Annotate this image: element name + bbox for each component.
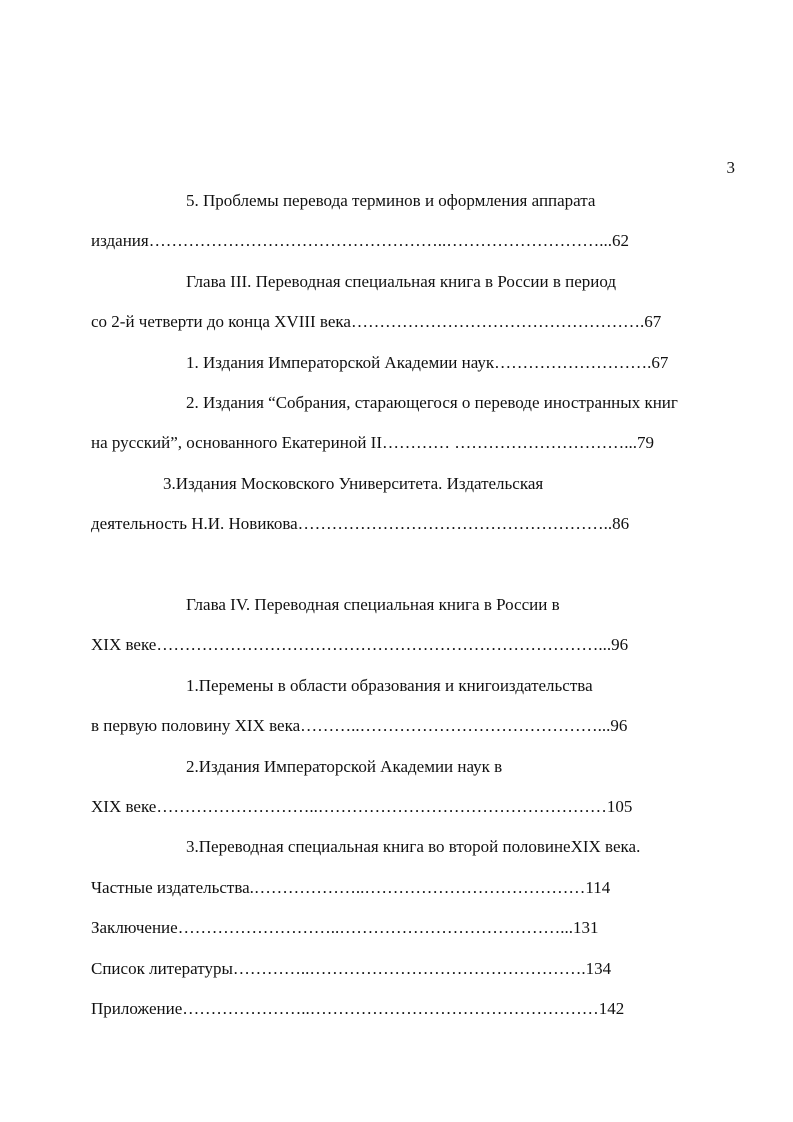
toc-line: 3.Издания Московского Университета. Издательская <box>163 474 544 493</box>
toc-line: 3.Переводная специальная книга во второй половинеXIX века. <box>186 837 641 856</box>
toc-line: XIX веке……………………………………………………………………...96 <box>91 635 629 654</box>
toc-line: Список литературы…………..………………………………………….134 <box>91 959 612 978</box>
toc-line: Заключение………………………..…………………………………...131 <box>91 918 599 937</box>
toc-line: деятельность Н.И. Новикова………………………………………………..86 <box>91 514 630 533</box>
toc-line: в первую половину XIX века………..……………………………………...96 <box>91 716 628 735</box>
toc-line: Глава IV. Переводная специальная книга в России в <box>186 595 560 614</box>
page-number: 3 <box>726 158 735 177</box>
toc-line: 2.Издания Императорской Академии наук в <box>186 757 503 776</box>
toc-line: на русский”, основанного Екатериной II………… …………………………...79 <box>91 433 655 452</box>
toc-line: XIX веке………………………..……………………………………………105 <box>91 797 633 816</box>
toc-line: Частные издательства.………………..…………………………………114 <box>91 878 611 897</box>
toc-line: 5. Проблемы перевода терминов и оформления аппарата <box>186 191 596 210</box>
toc-line: со 2-й четверти до конца XVIII века…………………………………………….67 <box>91 312 662 331</box>
toc-line: Глава III. Переводная специальная книга в России в период <box>186 272 617 291</box>
toc-line: 1. Издания Императорской Академии наук……………………….67 <box>186 353 669 372</box>
toc-line: Приложение…………………..……………………………………………142 <box>91 999 625 1018</box>
toc-line: 2. Издания “Собрания, старающегося о переводе иностранных книг <box>186 393 678 412</box>
toc-line: издания……………………………………………..………………………...62 <box>91 231 629 250</box>
toc-line: 1.Перемены в области образования и книгоиздательства <box>186 676 593 695</box>
